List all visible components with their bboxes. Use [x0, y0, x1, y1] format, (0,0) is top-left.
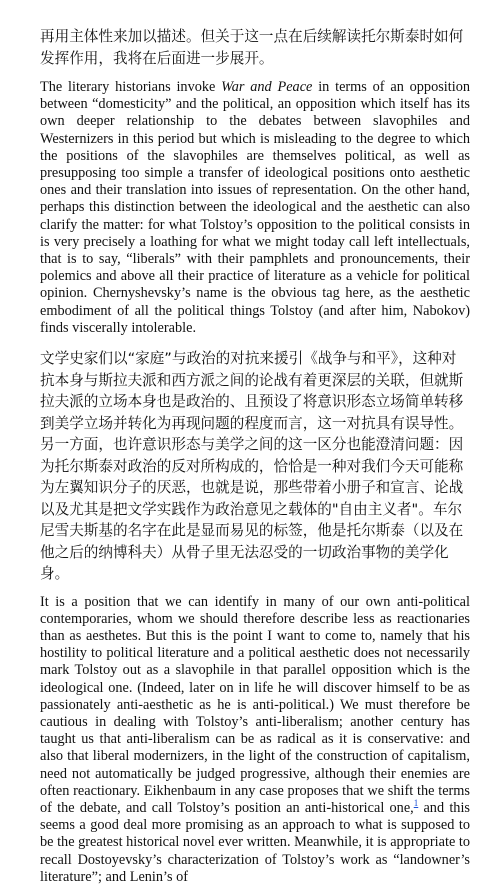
- book-title: War and Peace: [221, 79, 313, 95]
- paragraph-en-1-lead: The literary historians invoke: [40, 79, 222, 95]
- paragraph-en-1: [40, 79, 470, 337]
- paragraph-en-1-body: in terms of an opposition between “domesticity” and the political, an opposition which itself has its own deeper relationship to the debates between slavophiles and Westernizers in this period but which is misleading to the degree to which the positions of the slavophiles are themselves political, as well as presupposing too simple a transfer of ideological positions onto aesthetic ones and their translation into issues of representation. On the other hand, perhaps this distinction between the ideological and the aesthetic can also clarify the matter: for what Tolstoy’s opposition to the political consists in is very precisely a loathing for what we might today call left intellectuals, that is to say, “liberals” with their pamphlets and pronouncements, their polemics and above all their practice of literature as a vehicle for political opinion. Chernyshevsky’s name is the obvious tag here, as the aesthetic embodiment of all the political things Tolstoy (and after him, Nabokov) finds viscerally intolerable.: [40, 79, 470, 336]
- intro-paragraph-zh: 再用主体性来加以描述。但关于这一点在后续解读托尔斯泰时如何发挥作用，我将在后面进一步展开。: [40, 28, 464, 67]
- paragraph-en-3-lead: It is a position that we can identify in many of our own anti-political contemporaries, whom we should therefore describe less as reactionaries than as aesthetes. But this is the point I want to come to, namely that his hostility to political literature and a political aesthetic does not necessarily mark Tolstoy out as a slavophile in that parallel opposition which is the ideological one. (Indeed, later on in life he will discover himself to be as passionately anti-aesthetic as he is anti-political.) We must therefore be cautious in dealing with Tolstoy’s anti-liberalism; another century has taught us that anti-liberalism can be as radical as it is conservative: and also that liberal modernizers, in the light of the construction of capitalism, need not automatically be judged progressive, although their enemies are often reactionary. Eikhenbaum in any case proposes that we shift the terms of the debate, and call Tolstoy’s position an anti-historical one,: [40, 593, 470, 816]
- paragraph-en-3: [40, 594, 470, 886]
- footnote-link[interactable]: 1: [413, 798, 419, 809]
- paragraph-en-3-body: and this seems a good deal more promising as an approach to what is supposed to be the greatest historical novel ever written. Meanwhile, it is appropriate to recall Dostoyevsky’s characterization of Tolstoy’s work as “landowner’s literature”; and Lenin’s of: [40, 799, 470, 885]
- paragraph-zh-2: 文学史家们以“家庭”与政治的对抗来援引《战争与和平》，这种对抗本身与斯拉夫派和西方派之间的论战有着更深层的关联，但就斯拉夫派的立场本身也是政治的、且预设了将意识形态立场简单转移到美学立场并转化为再现问题的程度而言，这一对抗具有误导性。另一方面，也许意识形态与美学之间的这一区分也能澄清问题：因为托尔斯泰对政治的反对所构成的，恰恰是一种对我们今天可能称为左翼知识分子的厌恶，也就是说，那些带着小册子和宣言、论战以及尤其是把文学实践作为政治意见之载体的"自由主义者"。车尔尼雪夫斯基的名字在此是显而易见的标签，他是托尔斯泰（以及在他之后的纳博科夫）从骨子里无法忍受的一切政治事物的美学化身。: [40, 350, 464, 583]
- document-page: [40, 26, 470, 886]
